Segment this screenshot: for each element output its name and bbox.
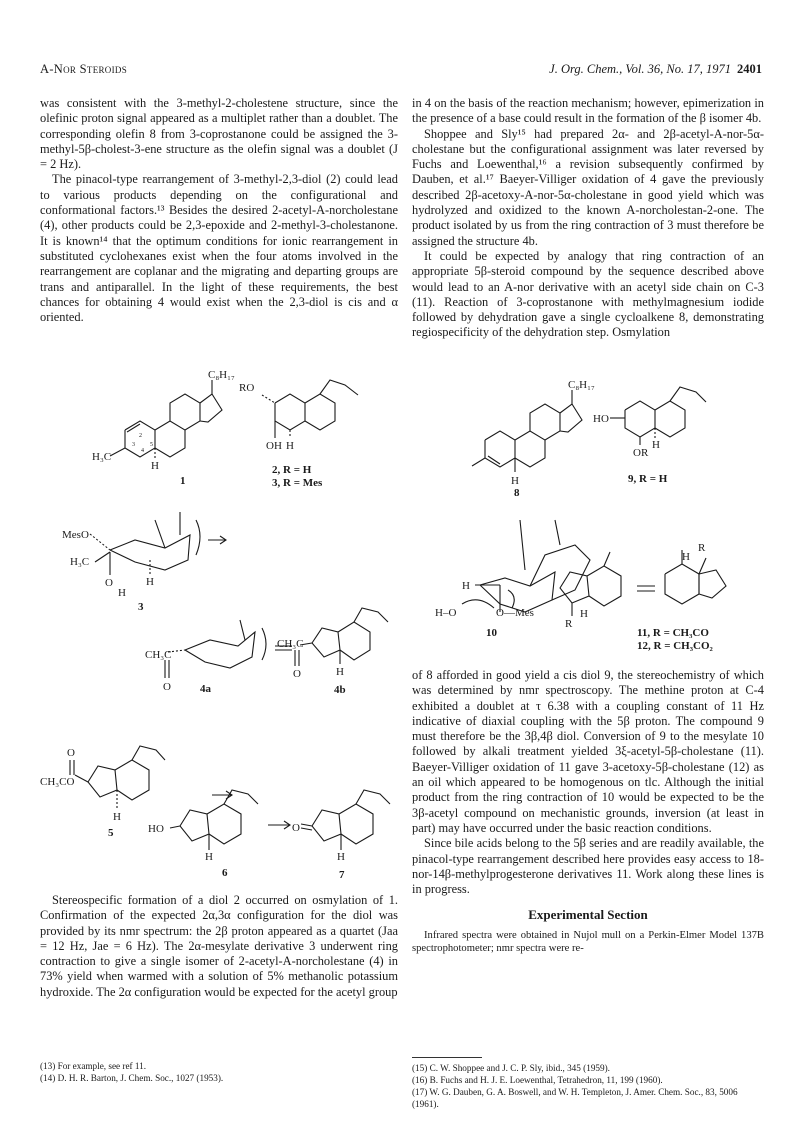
experimental-heading: Experimental Section	[528, 907, 648, 923]
footnote: (17) W. G. Dauben, G. A. Boswell, and W. H. Templeton, J. Amer. Chem. Soc., 83, 5006 (1961).	[412, 1087, 738, 1109]
label: 4b	[334, 684, 346, 696]
label: C₈H₁₇	[568, 379, 595, 391]
paragraph: in 4 on the basis of the reaction mechanism; however, epimerization in the presence of a base could result in the formation of the β isomer 4b.	[412, 96, 764, 126]
left-column-top	[40, 96, 398, 325]
label: O	[67, 747, 75, 759]
footnotes-left	[40, 1060, 398, 1084]
label: 4	[141, 448, 144, 454]
label: 6	[222, 867, 228, 879]
label: H	[113, 811, 121, 823]
paragraph: was consistent with the 3-methyl-2-cholestene structure, since the olefinic proton signal appeared as a multiplet rather than a doublet. The corresponding olefin 8 from 3-coprostanone could be assigned the 3-methyl-5β-cholest-3-ene structure as the olefin signal was a doublet (J = 2 Hz).	[40, 96, 398, 172]
structure-11	[560, 550, 726, 616]
footnote: (14) D. H. R. Barton, J. Chem. Soc., 1027 (1953).	[40, 1073, 224, 1083]
page-number: 2401	[737, 62, 762, 76]
footnote: (13) For example, see ref 11.	[40, 1061, 147, 1071]
structure-3-conformation	[90, 512, 226, 575]
label: 11, R = CH₃CO	[637, 627, 709, 639]
structure-4b	[295, 608, 388, 666]
label: H–O	[435, 607, 457, 619]
label: H₃C	[70, 556, 90, 568]
label: C₈H₁₇	[208, 369, 235, 381]
label: 3, R = Mes	[272, 477, 323, 489]
paragraph: Stereospecific formation of a diol 2 occurred on osmylation of 1. Confirmation of the expected 2α,3α configuration for the diol was provided by its nmr spectrum: the 2β proton appeared as a quartet (Jaa = 12 Hz, Jae = 6 Hz). The 2α-mesylate derivative 3 underwent ring contraction to give a single isomer of 2-acetyl-A-norcholestane (4) in 73% yield when warmed with a solution of 5% methanolic potassium hydroxide. The 2α configuration would be expected for the acetyl group	[40, 893, 398, 999]
footnote: (15) C. W. Shoppee and J. C. P. Sly, ibid., 345 (1959).	[412, 1063, 610, 1073]
label: CH₃CO	[40, 776, 75, 788]
experimental-paragraph: Infrared spectra were obtained in Nujol mull on a Perkin-Elmer Model 137B spectrophotometer; nmr spectra were re-	[412, 929, 764, 954]
structure-8	[472, 390, 582, 472]
label: H	[151, 460, 159, 472]
structure-6	[170, 790, 290, 850]
label: H	[336, 666, 344, 678]
label: O	[163, 681, 171, 693]
label: HO	[593, 413, 609, 425]
label: H	[652, 439, 660, 451]
label: 10	[486, 627, 497, 639]
structure-5	[70, 746, 232, 810]
label: 5	[108, 827, 114, 839]
label: 12, R = CH₃CO₂	[637, 640, 713, 652]
label: H	[511, 475, 519, 487]
label: RO	[239, 382, 255, 394]
paragraph: Shoppee and Sly¹⁵ had prepared 2α- and 2β-acetyl-A-nor-5α-cholestane but the configurational assignment was later reversed by Fuchs and Loewenthal,¹⁶ a revision subsequently confirmed by Dauben, et al.¹⁷ Baeyer-Villiger oxidation of 4 gave the previously described 2β-acetoxy-A-nor-5α-cholestane in good yield which was hydrolyzed and oxidized to the known A-norcholestan-2-one. The product isolated by us from the ring contraction of 3 must therefore be assigned the structure 4b.	[412, 126, 764, 248]
label: OH	[266, 440, 282, 452]
footnote-rule	[412, 1057, 482, 1058]
running-title: A-Nor Steroids	[40, 62, 127, 76]
left-column-bottom	[40, 893, 398, 1000]
label: R	[698, 542, 706, 554]
label: 3	[138, 601, 144, 613]
label: O	[105, 577, 113, 589]
label: H	[146, 576, 154, 588]
paragraph: The pinacol-type rearrangement of 3-methyl-2,3-diol (2) could lead to various products depending on the configurational and conformational factors.¹³ Besides the desired 2-acetyl-A-norcholestane (4), other products could be 2,3-epoxide and 2-methyl-3-cholestanone. It is known¹⁴ that the optimum conditions for ionic rearrangement in substituted cyclohexanes exist when the four atoms involved in the rearrangement are coplanar and the migrating and departing groups are trans and antiparallel. In the light of these requirements, the best chances for obtaining 4 would exist when the 2,3-diol is cis and α oriented.	[40, 172, 398, 325]
label: H	[682, 551, 690, 563]
label: 1	[180, 475, 186, 487]
structure-1	[110, 380, 222, 460]
label: O—Mes	[496, 607, 534, 619]
paragraph: It could be expected by analogy that ring contraction of an appropriate 5β-steroid compound by the sequence described above would lead to an A-nor derivative with an acetyl side chain on C-3 (11). Reaction of 3-coprostanone with methylmagnesium iodide followed by dehydration gave a single cycloalkene 8, demonstrating regiospecificity of the dehydration step. Osmylation	[412, 248, 764, 340]
label: MesO	[62, 529, 89, 541]
paragraph: Since bile acids belong to the 5β series and are readily available, the pinacol-type rearrangement described here provides easy access to 18-nor-14β-methylprogesterone derivatives 11. Work along these lines is in progress.	[412, 836, 764, 897]
label: OR	[633, 447, 649, 459]
label: H	[462, 580, 470, 592]
label: 8	[514, 487, 520, 499]
label: R	[565, 618, 573, 630]
footnote: (16) B. Fuchs and H. J. E. Loewenthal, Tetrahedron, 11, 199 (1960).	[412, 1075, 663, 1085]
label: 2, R = H	[272, 464, 312, 476]
journal-citation	[549, 62, 762, 77]
label: H	[580, 608, 588, 620]
label: 5	[150, 442, 153, 448]
label: H	[118, 587, 126, 599]
journal-name: J. Org. Chem., Vol. 36, No. 17, 1971	[549, 62, 731, 76]
structure-10	[462, 520, 590, 612]
label: 9, R = H	[628, 473, 668, 485]
label: HO	[148, 823, 164, 835]
label: H	[286, 440, 294, 452]
right-column-bottom	[412, 668, 764, 955]
label: CH₃C	[145, 649, 172, 661]
label: O	[293, 668, 301, 680]
label: H	[205, 851, 213, 863]
label: 7	[339, 869, 345, 881]
structure-9	[610, 387, 706, 445]
label: H	[337, 851, 345, 863]
right-column-top	[412, 96, 764, 341]
label: 4a	[200, 683, 211, 695]
label: 3	[132, 442, 135, 448]
footnotes-right	[412, 1062, 764, 1110]
label: H₃C	[92, 451, 112, 463]
label: O	[292, 822, 300, 834]
paragraph: of 8 afforded in good yield a cis diol 9, the stereochemistry of which was determined by nmr spectroscopy. The methine proton at C-4 exhibited a doublet at τ 6.38 with a coupling constant of 11 Hz indicative of diaxial coupling with the 5β proton. The compound 9 must therefore be the 3β,4β diol. Conversion of 9 to the mesylate 10 followed by alkali treatment yielded 3ξ-acetyl-5β-cholestane (11). Baeyer-Villiger oxidation of 11 gave 3-acetoxy-5β-cholestane (12) as an oil which appeared to be homogenous on tlc. Although the initial product from the ring contraction of 10 would be expected to be the 3β-acetyl compound on mechanistic grounds, inversion (at least in part) may have occurred under the basic reaction conditions.	[412, 668, 764, 835]
structure-7	[301, 790, 390, 850]
structure-2-3	[262, 380, 358, 438]
label: 2	[139, 433, 142, 439]
label: CH₃C	[277, 638, 304, 650]
structure-4a	[165, 620, 292, 678]
